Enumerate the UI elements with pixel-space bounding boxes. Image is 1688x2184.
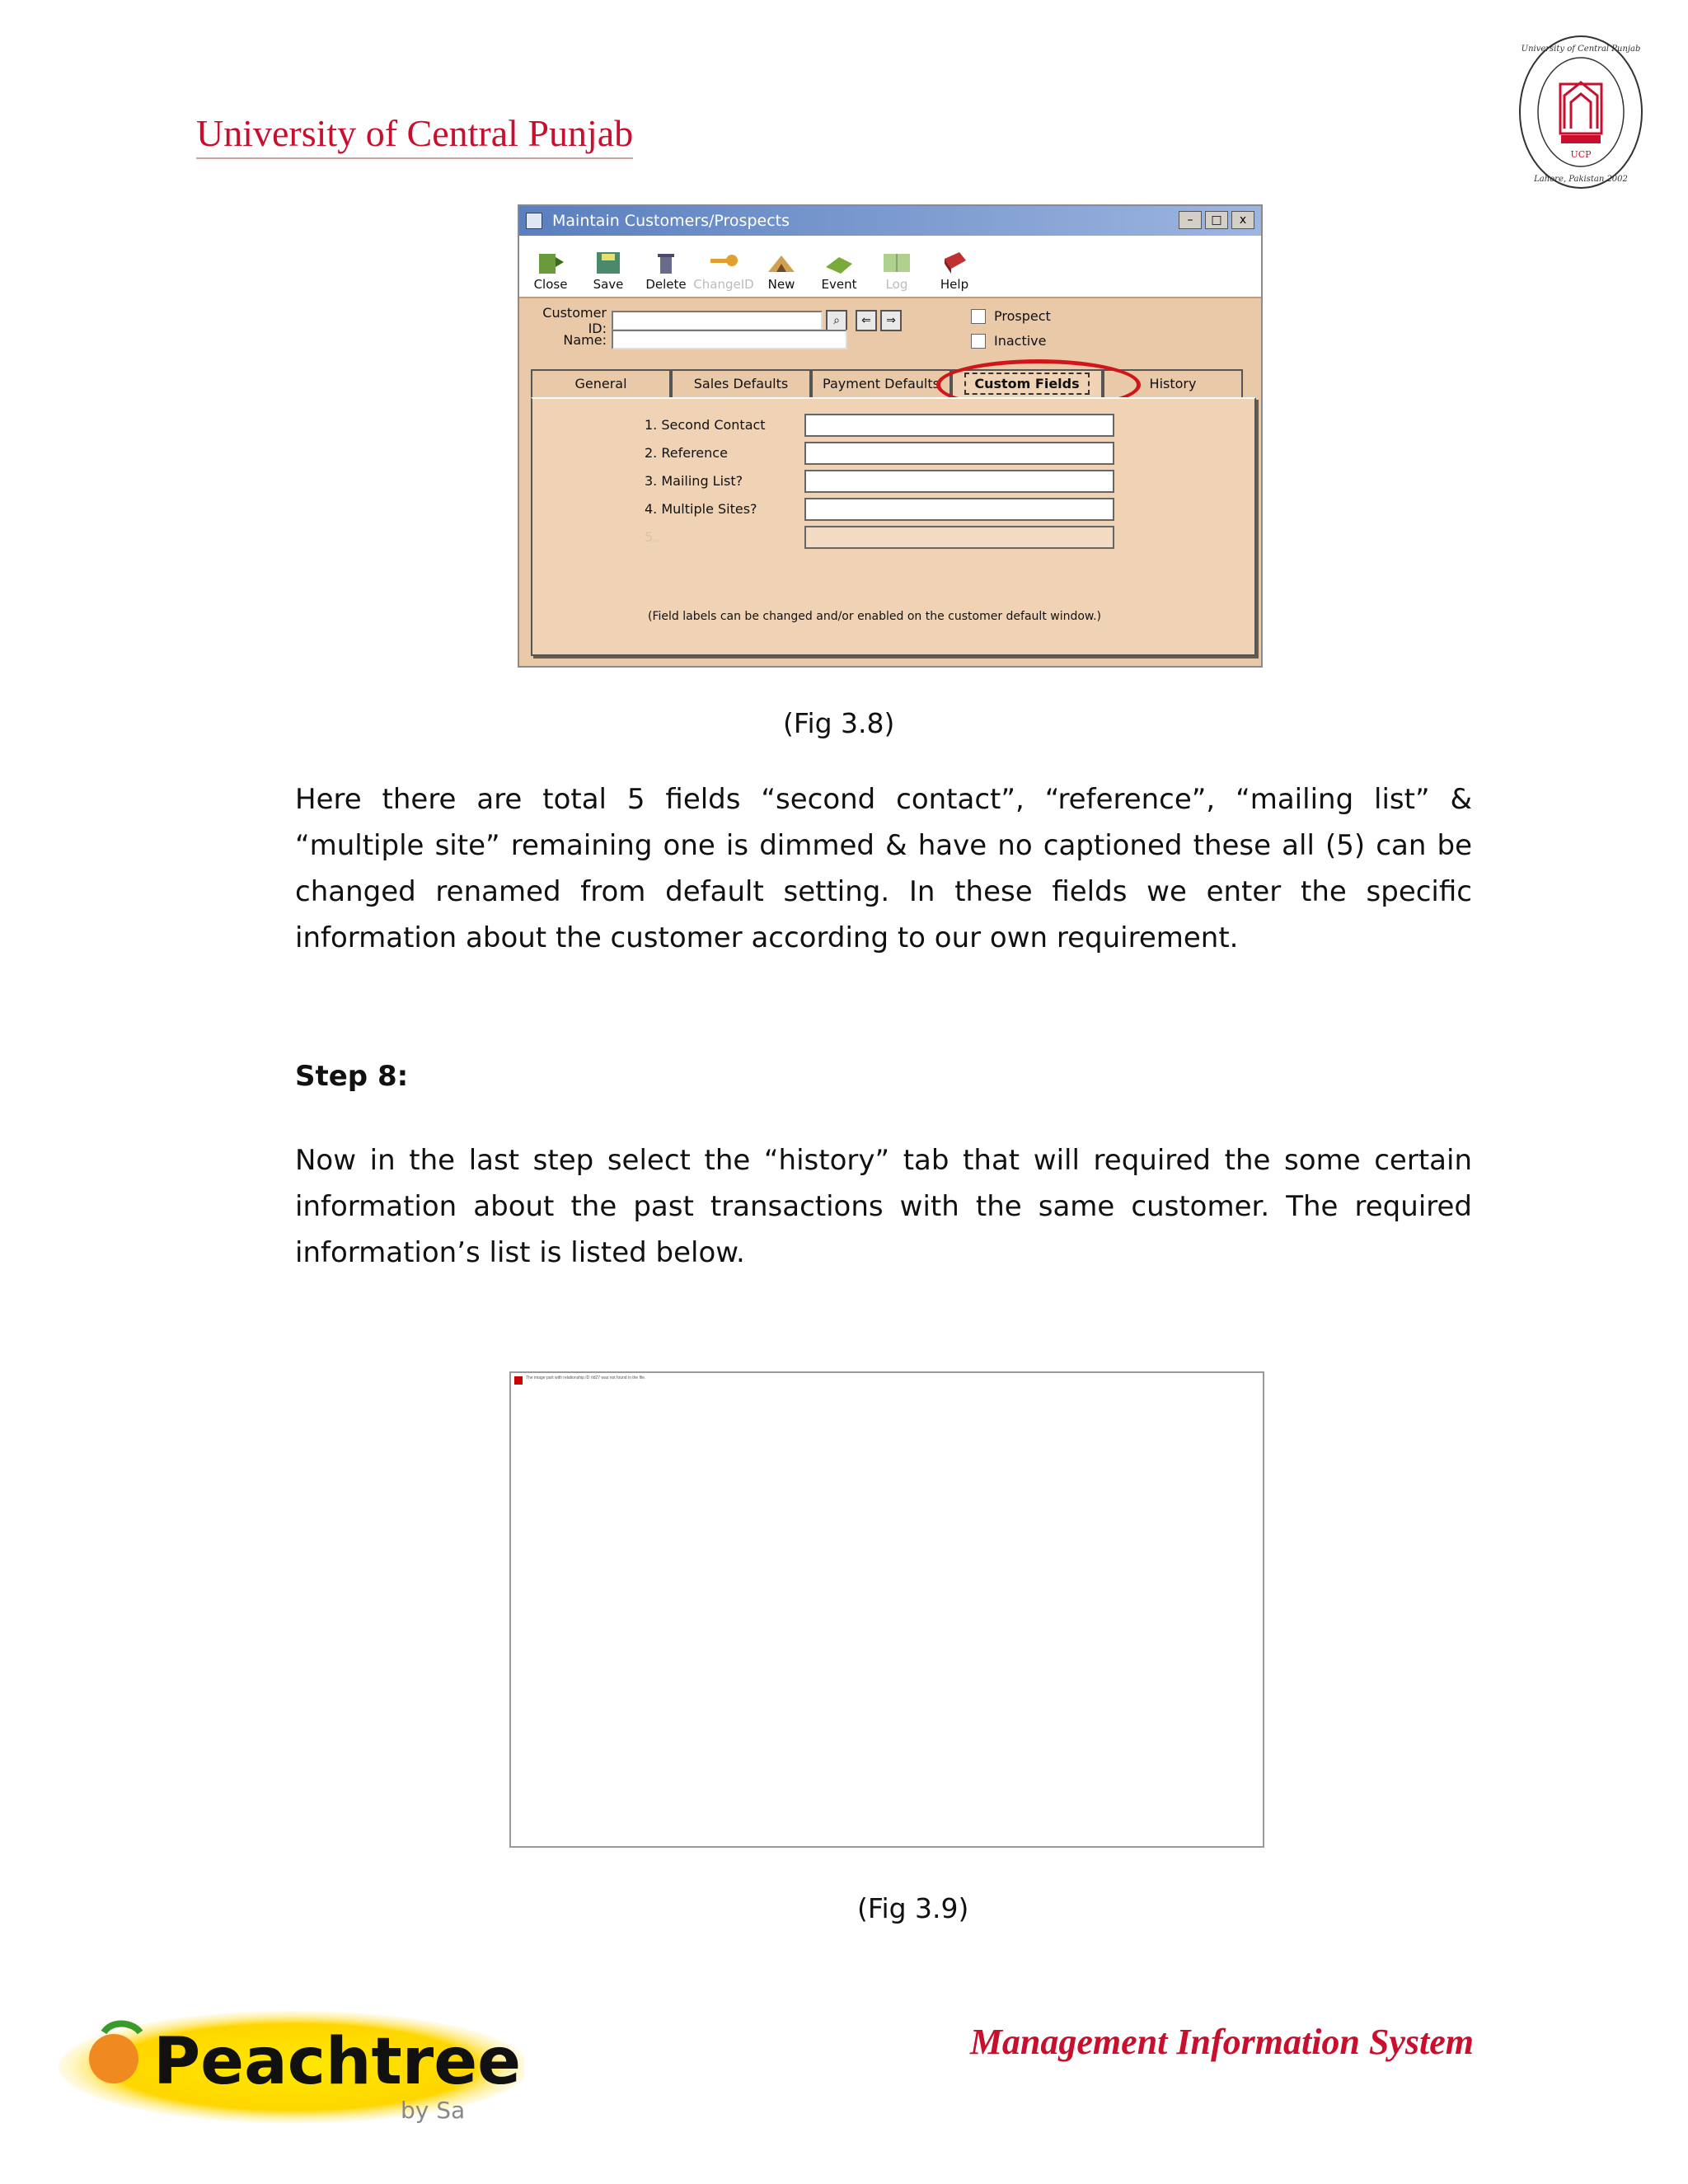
- lookup-search-icon[interactable]: ⌕: [826, 310, 847, 331]
- tab-payment-defaults[interactable]: Payment Defaults: [811, 369, 951, 397]
- customer-id-label: Customer ID:: [542, 305, 607, 336]
- figure-caption: (Fig 3.9): [857, 1892, 969, 1924]
- inactive-label: Inactive: [994, 333, 1047, 349]
- tab-custom-fields[interactable]: Custom Fields: [951, 369, 1103, 397]
- toolbar-event-button[interactable]: Event: [816, 251, 862, 297]
- tab-history[interactable]: History: [1103, 369, 1243, 397]
- toolbar-delete-button[interactable]: Delete: [643, 251, 689, 297]
- close-window-button[interactable]: x: [1231, 211, 1254, 229]
- broken-image-text: The image part with relationship ID rId27 was not found in the file.: [526, 1376, 646, 1380]
- previous-record-icon[interactable]: ⇐: [856, 310, 877, 331]
- toolbar-close-button[interactable]: Close: [528, 251, 574, 297]
- custom-field-multiple-sites-input[interactable]: [804, 498, 1114, 521]
- toolbar-save-button[interactable]: Save: [585, 251, 631, 297]
- university-name: University of Central Punjab: [196, 112, 633, 159]
- event-icon: [823, 251, 856, 275]
- maximize-button[interactable]: □: [1205, 211, 1228, 229]
- dialog-titlebar[interactable]: [519, 206, 1261, 236]
- name-row: [526, 330, 847, 349]
- toolbar-new-button[interactable]: New: [758, 251, 804, 297]
- close-door-icon: [534, 251, 567, 275]
- trash-icon: [649, 251, 682, 275]
- prospect-label: Prospect: [994, 308, 1051, 324]
- figure-caption: (Fig 3.8): [783, 707, 895, 739]
- seal-bottom-text: Lahore, Pakistan 2002: [1534, 175, 1628, 184]
- inactive-checkbox-row[interactable]: [971, 333, 1047, 349]
- custom-field-label: 2. Reference: [645, 445, 728, 461]
- custom-field-reference-input[interactable]: [804, 442, 1114, 465]
- dialog-toolbar: [519, 236, 1261, 298]
- university-seal-icon: [1515, 30, 1647, 194]
- custom-field-5-input: [804, 526, 1114, 549]
- prospect-checkbox-row[interactable]: [971, 308, 1051, 324]
- toolbar-help-button[interactable]: Help: [931, 251, 978, 297]
- custom-field-label: 4. Multiple Sites?: [645, 501, 757, 517]
- seal-top-text: University of Central Punjab: [1521, 45, 1641, 54]
- inactive-checkbox[interactable]: [971, 334, 986, 349]
- course-title: Management Information System: [969, 2022, 1474, 2062]
- broken-image-icon: [514, 1376, 523, 1385]
- custom-field-label: 1. Second Contact: [645, 417, 766, 433]
- custom-fields-panel: [531, 397, 1256, 656]
- name-input[interactable]: [612, 330, 847, 349]
- dialog-tabs: [531, 369, 1250, 399]
- key-icon: [707, 251, 740, 275]
- custom-field-second-contact-input[interactable]: [804, 414, 1114, 437]
- help-book-icon: [938, 251, 971, 275]
- body-paragraph: Here there are total 5 fields “second contact”, “reference”, “mailing list” & “multiple site” remaining one is dimmed & have no captioned these all (5) can be changed renamed from default setting. In these fields we enter the specific information about the customer according to our own requirement.: [295, 783, 1472, 954]
- field-labels-note: (Field labels can be changed and/or enabled on the customer default window.): [648, 610, 1101, 623]
- logo-subtext: by Sa: [401, 2097, 466, 2124]
- tab-general[interactable]: General: [531, 369, 671, 397]
- step-heading: Step 8:: [295, 1060, 409, 1093]
- toolbar-log-button[interactable]: Log: [874, 251, 920, 297]
- missing-image-frame: [509, 1371, 1264, 1848]
- prospect-checkbox[interactable]: [971, 309, 986, 324]
- logo-text: Peachtree: [153, 2025, 522, 2099]
- customer-id-input[interactable]: [612, 311, 823, 330]
- next-record-icon[interactable]: ⇒: [880, 310, 902, 331]
- maintain-customers-dialog: [518, 204, 1263, 668]
- name-label: Name:: [563, 331, 607, 348]
- body-paragraph: Now in the last step select the “history” tab that will required the some certain information about the past transactions with the same customer. The required information’s list is listed below.: [295, 1144, 1472, 1269]
- minimize-button[interactable]: –: [1179, 211, 1202, 229]
- custom-field-label: 5.: [645, 529, 658, 545]
- app-window-icon: [526, 213, 542, 229]
- seal-mark: UCP: [1570, 149, 1592, 160]
- custom-field-label: 3. Mailing List?: [645, 473, 743, 489]
- log-icon: [880, 251, 913, 275]
- dialog-title: Maintain Customers/Prospects: [552, 212, 790, 230]
- custom-field-mailing-list-input[interactable]: [804, 470, 1114, 493]
- toolbar-changeid-button[interactable]: ChangeID: [701, 251, 747, 297]
- tab-sales-defaults[interactable]: Sales Defaults: [671, 369, 811, 397]
- peachtree-logo-icon: [54, 2008, 524, 2131]
- save-icon: [592, 251, 625, 275]
- new-icon: [765, 251, 798, 275]
